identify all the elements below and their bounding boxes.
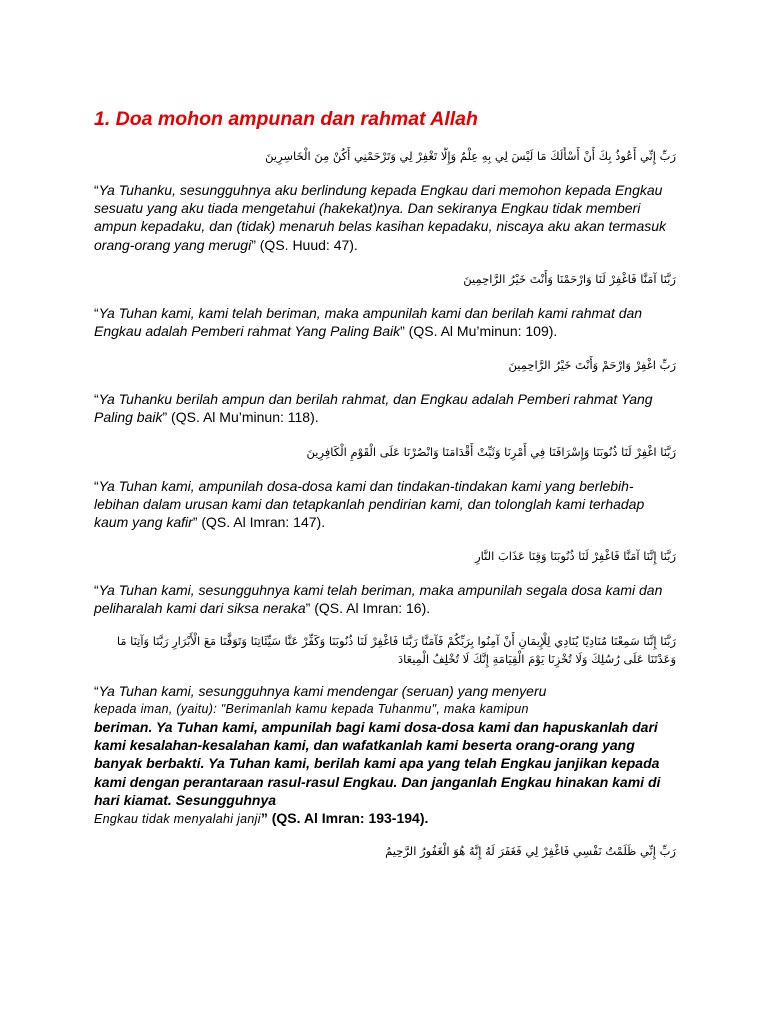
quote-text-2: Ya Tuhan kami, kami telah beriman, maka ampunilah kami dan berilah kami rahmat dan Engkau adalah Pemberi rahmat Yang Paling Baik (94, 304, 643, 340)
arabic-verse-4: رَبَّنَا اغْفِرْ لَنَا ذُنُوبَنَا وَإِسْرَافَنَا فِي أَمْرِنَا وَثَبِّتْ أَقْدَامَنَا وَانْصُرْنَا عَلَى الْقَوْمِ الْكَافِرِينَ (306, 444, 676, 459)
open-quote-6: “ (94, 682, 99, 699)
translation-3 (94, 390, 676, 426)
reference-6: ” (QS. Al Imran: 193-194). (260, 810, 429, 827)
quote-text-6-part-3: beriman. Ya Tuhan kami, ampunilah bagi kami dosa-dosa kami dan hapuskanlah dari kami kesalahan-kesalahan kami, dan wafatkanlah kami beserta orang-orang yang banyak berbakti. Ya Tuhan kami, berilah kami apa yang telah Engkau janjikan kepada kami dengan perantaraan rasul-rasul Engkau. Dan janganlah Engkau hinakan kami di hari kiamat. Sesungguhnya (94, 719, 661, 808)
arabic-verse-6: رَبَّنَا إِنَّنَا سَمِعْنَا مُنَادِيًا يُنَادِي لِلْإِيمَانِ أَنْ آمِنُوا بِرَبِّكُمْ فَآمَنَّا رَبَّنَا فَاغْفِرْ لَنَا ذُنُوبَنَا وَكَفِّرْ عَنَّا سَيِّئَاتِنَا وَتَوَفَّنَا مَعَ الْأَبْرَارِ رَبَّنَا وَآتِنَا مَا وَعَدْتَنَا عَلَى رُسُلِكَ وَلَا تُخْزِنَا يَوْمَ الْقِيَامَةِ إِنَّكَ لَا تُخْلِفُ الْمِيعَادَ (116, 633, 676, 666)
arabic-verse-7: رَبِّ إِنِّي ظَلَمْتُ نَفْسِي فَاغْفِرْ لِي فَغَفَرَ لَهُ إِنَّهُ هُوَ الْغَفُورُ الرَّحِيمُ (385, 844, 676, 859)
quote-text-6-part-2: kepada iman, (yaitu): "Berimanlah kamu kepada Tuhanmu", maka kamipun (94, 701, 529, 716)
translation-6-last-line (94, 809, 676, 828)
quote-text-5: Ya Tuhan kami, sesungguhnya kami telah beriman, maka ampunilah segala dosa kami dan peliharalah kami dari siksa neraka (94, 582, 663, 617)
translation-4 (94, 477, 676, 532)
reference-2: ” (QS. Al Mu’minun: 109). (400, 323, 558, 340)
reference-3: ” (QS. Al Mu’minun: 118). (162, 409, 319, 426)
reference-4: ” (QS. Al Imran: 147). (192, 514, 326, 531)
translation-5 (94, 581, 676, 617)
open-quote-3: “ (94, 391, 99, 408)
reference-5: ” (QS. Al Imran: 16). (305, 600, 431, 617)
open-quote-2: “ (94, 304, 99, 321)
arabic-verse-3: رَبِّ اغْفِرْ وَارْحَمْ وَأَنْتَ خَيْرُ الرَّاحِمِينَ (508, 358, 676, 373)
page-title: 1. Doa mohon ampunan dan rahmat Allah (94, 108, 478, 130)
quote-text-3: Ya Tuhanku berilah ampun dan berilah rahmat, dan Engkau adalah Pemberi rahmat Yang Paling baik (94, 391, 653, 426)
document-page (94, 106, 676, 860)
quote-text-6-part-4: Engkau tidak menyalahi janji (94, 812, 261, 827)
open-quote-4: “ (94, 477, 99, 494)
arabic-verse-1: رَبِّ إِنِّي أَعُوذُ بِكَ أَنْ أَسْأَلَكَ مَا لَيْسَ لِي بِهِ عِلْمٌ وَإِلَّا تَغْفِرْ لِي وَتَرْحَمْنِي أَكُنْ مِنَ الْخَاسِرِينَ (265, 149, 676, 163)
arabic-verse-2: رَبَّنَا آمَنَّا فَاغْفِرْ لَنَا وَارْحَمْنَا وَأَنْتَ خَيْرُ الرَّاحِمِينَ (463, 271, 676, 286)
reference-1: ” (QS. Huud: 47). (251, 236, 358, 253)
arabic-verse-5: رَبَّنَا إِنَّنَا آمَنَّا فَاغْفِرْ لَنَا ذُنُوبَنَا وَقِنَا عَذَابَ النَّارِ (475, 549, 676, 564)
quote-text-6-part-1: Ya Tuhan kami, sesungguhnya kami mendengar (seruan) yang menyeru (98, 682, 547, 699)
quote-text-1: Ya Tuhanku, sesungguhnya aku berlindung kepada Engkau dari memohon kepada Engkau sesuatu yang aku tiada mengetahui (hakekat)nya. Dan sekiranya Engkau tidak memberi ampun kepadaku, dan (tidak) menaruh belas kasihan kepadaku, niscaya aku akan termasuk orang-orang yang merugi (94, 182, 667, 253)
quote-text-4: Ya Tuhan kami, ampunilah dosa-dosa kami dan tindakan-tindakan kami yang berlebih-lebihan dalam urusan kami dan tetapkanlah pendirian kami, dan tolonglah kami terhadap kaum yang kafir (94, 477, 645, 531)
translation-6-line-1 (94, 682, 676, 700)
translation-6 (94, 682, 676, 829)
open-quote-5: “ (94, 582, 99, 599)
translation-1 (94, 181, 676, 254)
open-quote-1: “ (94, 182, 99, 198)
translation-2 (94, 304, 676, 340)
